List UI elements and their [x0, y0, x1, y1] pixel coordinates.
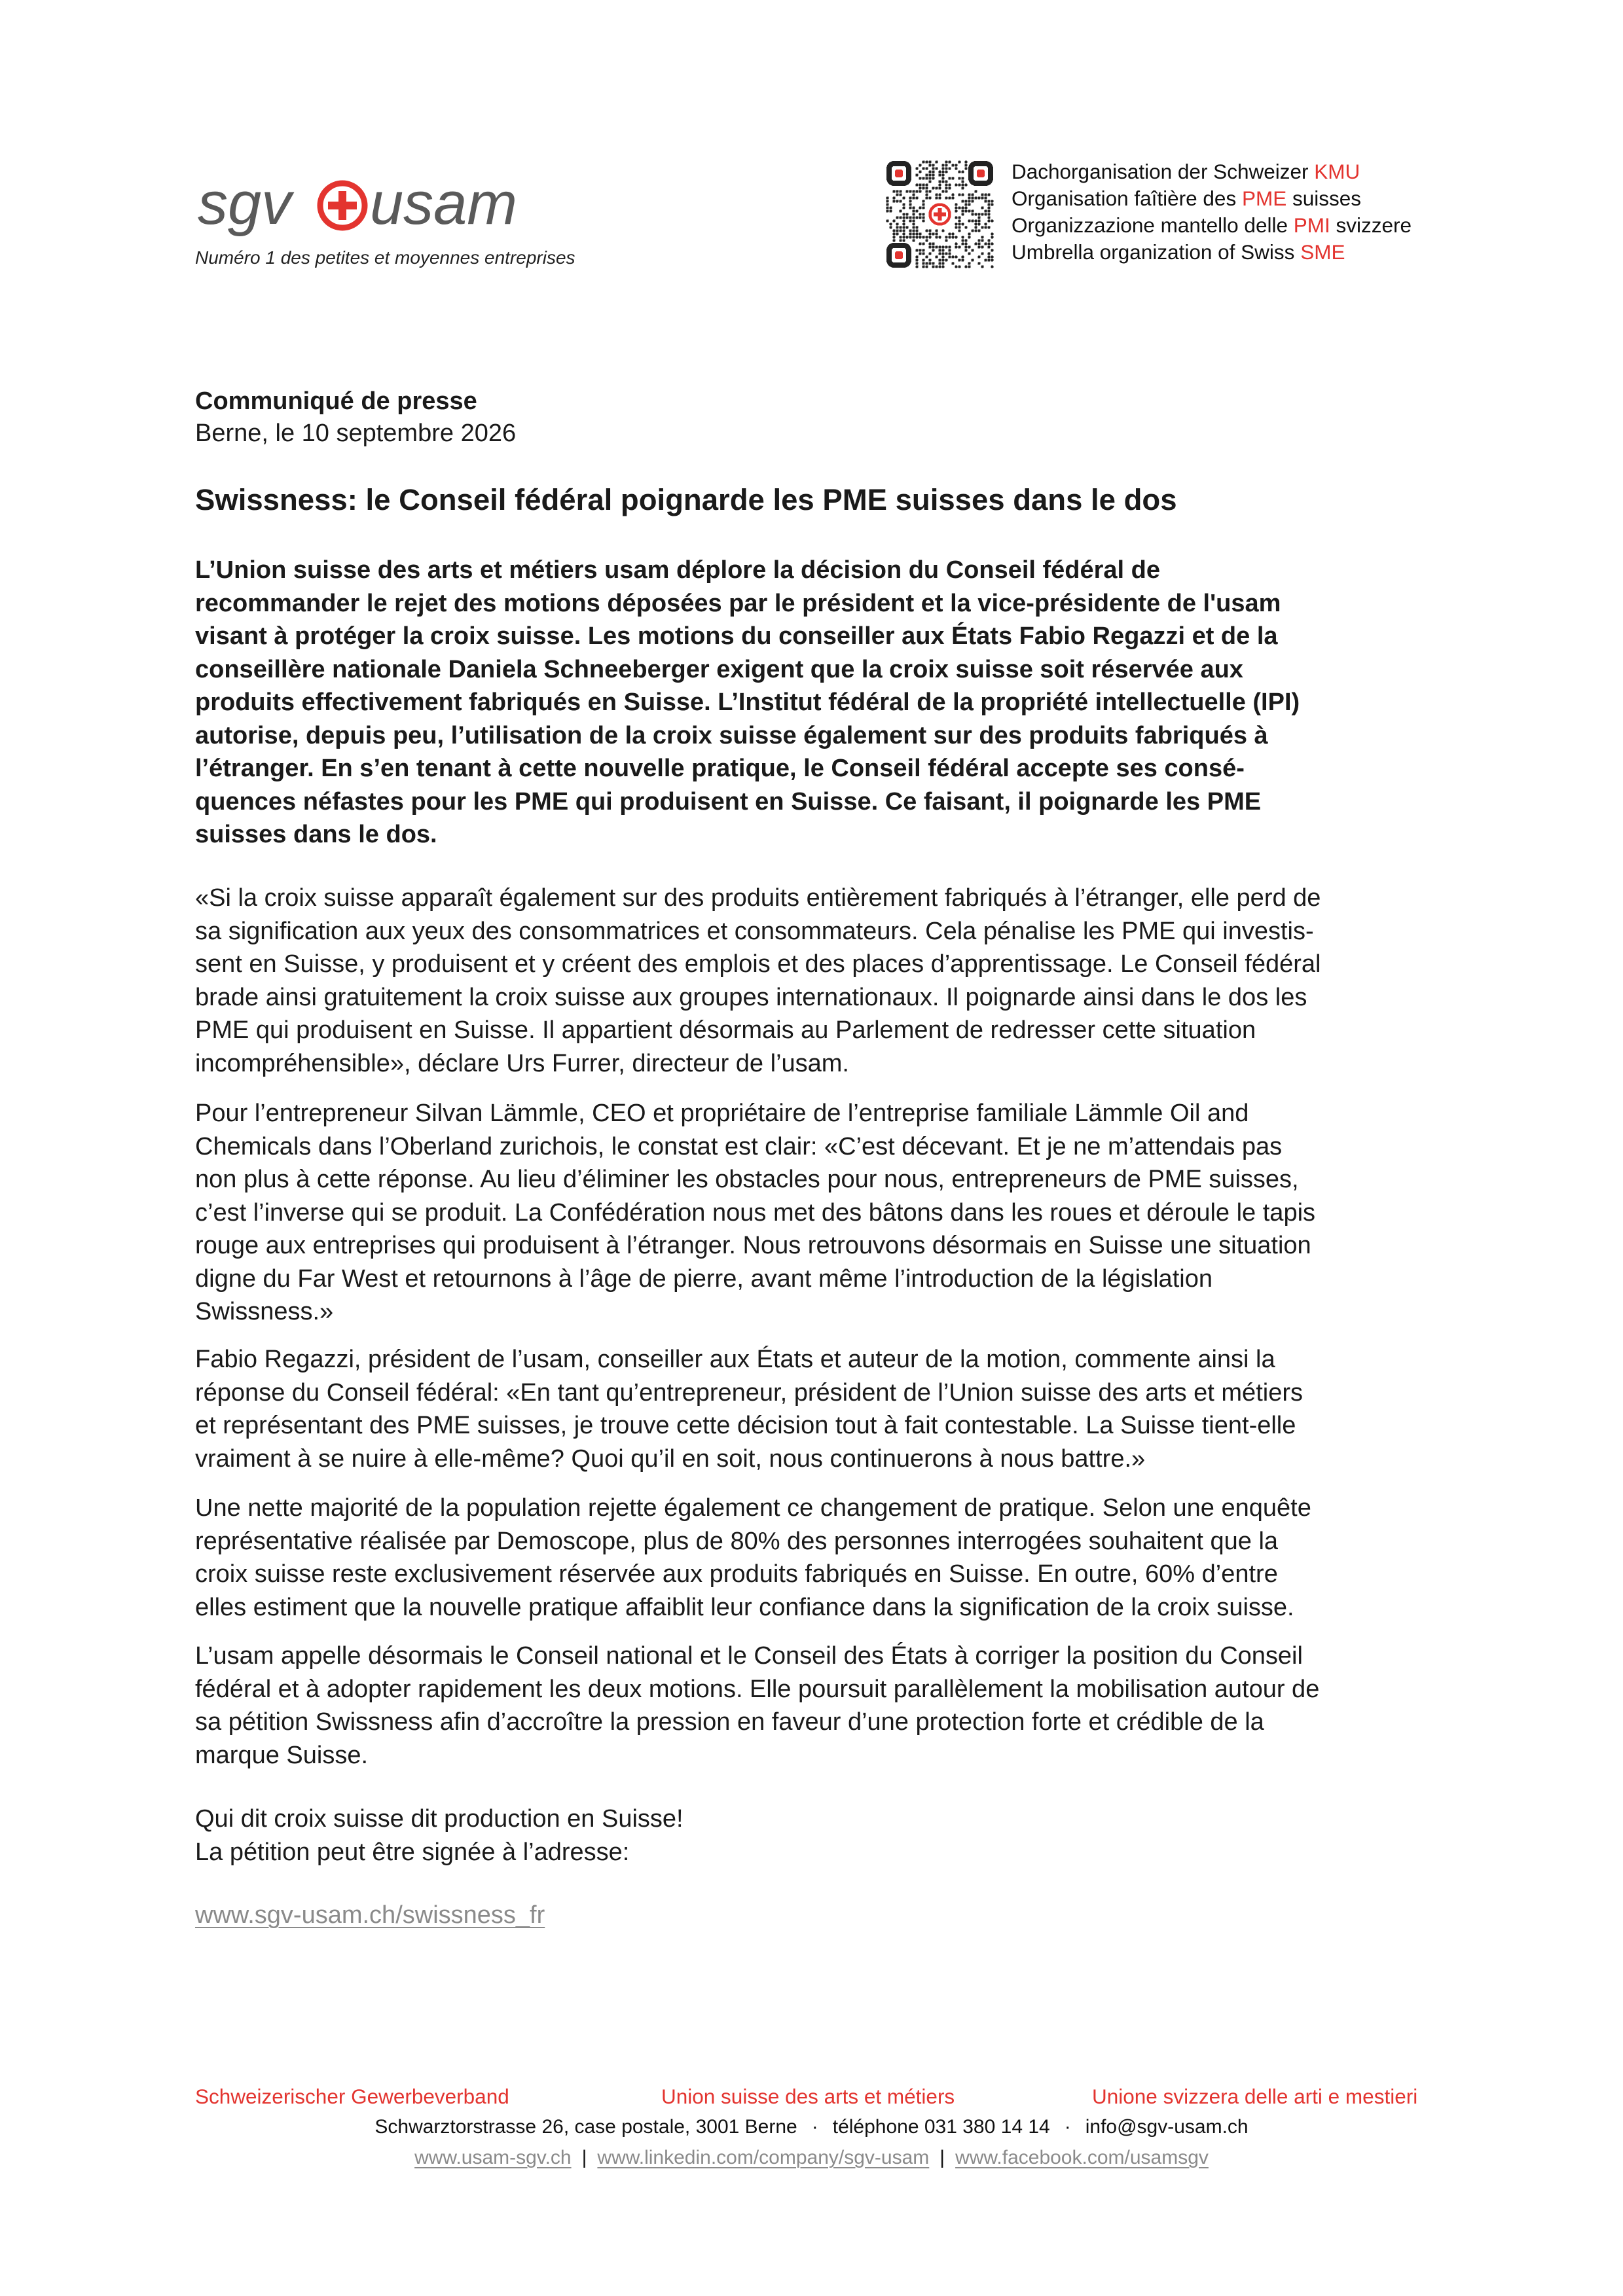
- footer-name-de: Schweizerischer Gewerbeverband: [195, 2085, 509, 2108]
- paragraph-line: marque Suisse.: [195, 1741, 369, 1769]
- paragraph-line: sa signification aux yeux des consommatrices et consommateurs. Cela pénalise les PME qui investis-: [195, 917, 1314, 945]
- organization-names: [1012, 158, 1412, 266]
- lead-line: produits effectivement fabriqués en Suisse. L’Institut fédéral de la propriété intellectuelle (IPI): [195, 689, 1300, 716]
- footer-name-fr: Union suisse des arts et métiers: [661, 2085, 955, 2108]
- footer-contact: [0, 2116, 1623, 2138]
- logo-text-sgv: sgv: [198, 171, 292, 237]
- lead-line: autorise, depuis peu, l’utilisation de la croix suisse également sur des produits fabriqués à: [195, 721, 1268, 749]
- org-line-en: Umbrella organization of Swiss SME: [1012, 240, 1345, 264]
- lead-line: conseillère nationale Daniela Schneeberger exigent que la croix suisse soit réservée aux: [195, 655, 1243, 683]
- paragraph-line: sa pétition Swissness afin d’accroître la pression en faveur d’une protection forte et crédible de la: [195, 1708, 1264, 1736]
- logo-tagline: Numéro 1 des petites et moyennes entreprises: [195, 247, 575, 268]
- paragraph-line: représentative réalisée par Demoscope, plus de 80% des personnes interrogées souhaitent que la: [195, 1527, 1279, 1555]
- paragraph-line: réponse du Conseil fédéral: «En tant qu’entrepreneur, président de l’Union suisse des arts et métiers: [195, 1378, 1303, 1407]
- closing-lines: [195, 1803, 1439, 1869]
- paragraph-line: L’usam appelle désormais le Conseil national et le Conseil des États à corriger la position du Conseil: [195, 1642, 1303, 1670]
- paragraph-line: Pour l’entrepreneur Silvan Lämmle, CEO et propriétaire de l’entreprise familiale Lämmle Oil and: [195, 1100, 1249, 1127]
- petition-link[interactable]: www.sgv-usam.ch/swissness_fr: [195, 1901, 545, 1929]
- paragraph-line: croix suisse reste exclusivement réservée aux produits fabriqués en Suisse. En outre, 60% d’entre: [195, 1560, 1278, 1588]
- release-label: Communiqué de presse: [195, 387, 477, 415]
- paragraph-line: «Si la croix suisse apparaît également sur des produits entièrement fabriqués à l’étranger, elle perd de: [195, 884, 1321, 912]
- footer-separator: ·: [811, 2116, 818, 2138]
- footer-phone: téléphone 031 380 14 14: [832, 2116, 1050, 2138]
- paragraph-line: rouge aux entreprises qui produisent à l’étranger. Nous retrouvons désormais en Suisse une situation: [195, 1232, 1311, 1259]
- paragraph-line: PME qui produisent en Suisse. Il appartient désormais au Parlement de redresser cette situation: [195, 1016, 1256, 1044]
- swiss-cross-circle-icon: [320, 183, 365, 228]
- logo-text-usam: usam: [370, 171, 517, 237]
- paragraph-call-to-action: [195, 1640, 1439, 1772]
- footer-link-facebook[interactable]: www.facebook.com/usamsgv: [955, 2147, 1209, 2168]
- lead-paragraph: [195, 554, 1439, 852]
- paragraph-line: et représentant des PME suisses, je trouve cette décision tout à fait contestable. La Suisse tient-elle: [195, 1412, 1296, 1439]
- paragraph-line: Chemicals dans l’Oberland zurichois, le constat est clair: «C’est décevant. Et je ne m’attendais pas: [195, 1132, 1283, 1160]
- footer-address: Schwarztorstrasse 26, case postale, 3001 Berne: [374, 2116, 797, 2138]
- paragraph-line: Une nette majorité de la population rejette également ce changement de pratique. Selon une enquête: [195, 1494, 1311, 1522]
- footer-link-website[interactable]: www.usam-sgv.ch: [414, 2147, 572, 2168]
- footer-name-it: Unione svizzera delle arti e mestieri: [1092, 2085, 1418, 2108]
- footer-link-separator: |: [939, 2147, 945, 2168]
- paragraph-line: non plus à cette réponse. Au lieu d’éliminer les obstacles pour nous, entrepreneurs de PME suisses,: [195, 1166, 1299, 1193]
- sgv-usam-logo: [196, 171, 563, 243]
- dateline: Berne, le 10 septembre 2026: [195, 420, 517, 447]
- footer-link-linkedin[interactable]: www.linkedin.com/company/sgv-usam: [597, 2147, 930, 2168]
- footer-email[interactable]: info@sgv-usam.ch: [1085, 2116, 1249, 2138]
- paragraph-line: elles estiment que la nouvelle pratique affaiblit leur confiance dans la signification de la croix suisse.: [195, 1593, 1294, 1621]
- paragraph-survey: [195, 1492, 1439, 1624]
- org-line-it: Organizzazione mantello delle PMI svizzere: [1012, 213, 1412, 237]
- footer-link-separator: |: [581, 2147, 587, 2168]
- paragraph-line: Fabio Regazzi, président de l’usam, conseiller aux États et auteur de la motion, commente ainsi la: [195, 1346, 1275, 1373]
- footer-links: [0, 2147, 1623, 2169]
- closing-slogan: Qui dit croix suisse dit production en Suisse!: [195, 1805, 684, 1833]
- paragraph-line: incompréhensible», déclare Urs Furrer, directeur de l’usam.: [195, 1049, 849, 1077]
- paragraph-lammle-quote: [195, 1097, 1439, 1329]
- paragraph-regazzi-quote: [195, 1343, 1439, 1475]
- paragraph-line: digne du Far West et retournons à l’âge de pierre, avant même l’introduction de la législation: [195, 1265, 1213, 1293]
- paragraph-line: vraiment à se nuire à elle-même? Quoi qu’il en soit, nous continuerons à nous battre.»: [195, 1444, 1146, 1473]
- lead-line: L’Union suisse des arts et métiers usam déplore la décision du Conseil fédéral de: [195, 556, 1161, 584]
- lead-line: visant à protéger la croix suisse. Les motions du conseiller aux États Fabio Regazzi et de la: [195, 622, 1278, 650]
- paragraph-line: c’est l’inverse qui se produit. La Confédération nous met des bâtons dans les roues et déroule le tapis: [195, 1198, 1316, 1227]
- lead-line: recommander le rejet des motions déposées par le président et la vice-présidente de l'usam: [195, 589, 1281, 617]
- org-line-de: Dachorganisation der Schweizer KMU: [1012, 160, 1360, 183]
- qr-code-icon[interactable]: [886, 160, 994, 268]
- paragraph-line: sent en Suisse, y produisent et y créent des emplois et des places d’apprentissage. Le Conseil fédéral: [195, 950, 1321, 978]
- lead-line: suisses dans le dos.: [195, 821, 437, 848]
- closing-petition-text: La pétition peut être signée à l’adresse:: [195, 1838, 630, 1866]
- footer-separator: ·: [1064, 2116, 1071, 2138]
- paragraph-line: Swissness.»: [195, 1298, 334, 1325]
- lead-line: l’étranger. En s’en tenant à cette nouvelle pratique, le Conseil fédéral accepte ses consé-: [195, 755, 1245, 782]
- paragraph-line: fédéral et à adopter rapidement les deux motions. Elle poursuit parallèlement la mobilisation autour de: [195, 1675, 1320, 1703]
- org-line-fr: Organisation faîtière des PME suisses: [1012, 187, 1362, 210]
- paragraph-furrer-quote: [195, 882, 1439, 1080]
- headline: Swissness: le Conseil fédéral poignarde les PME suisses dans le dos: [195, 483, 1177, 516]
- paragraph-line: brade ainsi gratuitement la croix suisse aux groupes internationaux. Il poignarde ainsi dans le dos les: [195, 983, 1307, 1011]
- lead-line: quences néfastes pour les PME qui produisent en Suisse. Ce faisant, il poignarde les PME: [195, 787, 1262, 816]
